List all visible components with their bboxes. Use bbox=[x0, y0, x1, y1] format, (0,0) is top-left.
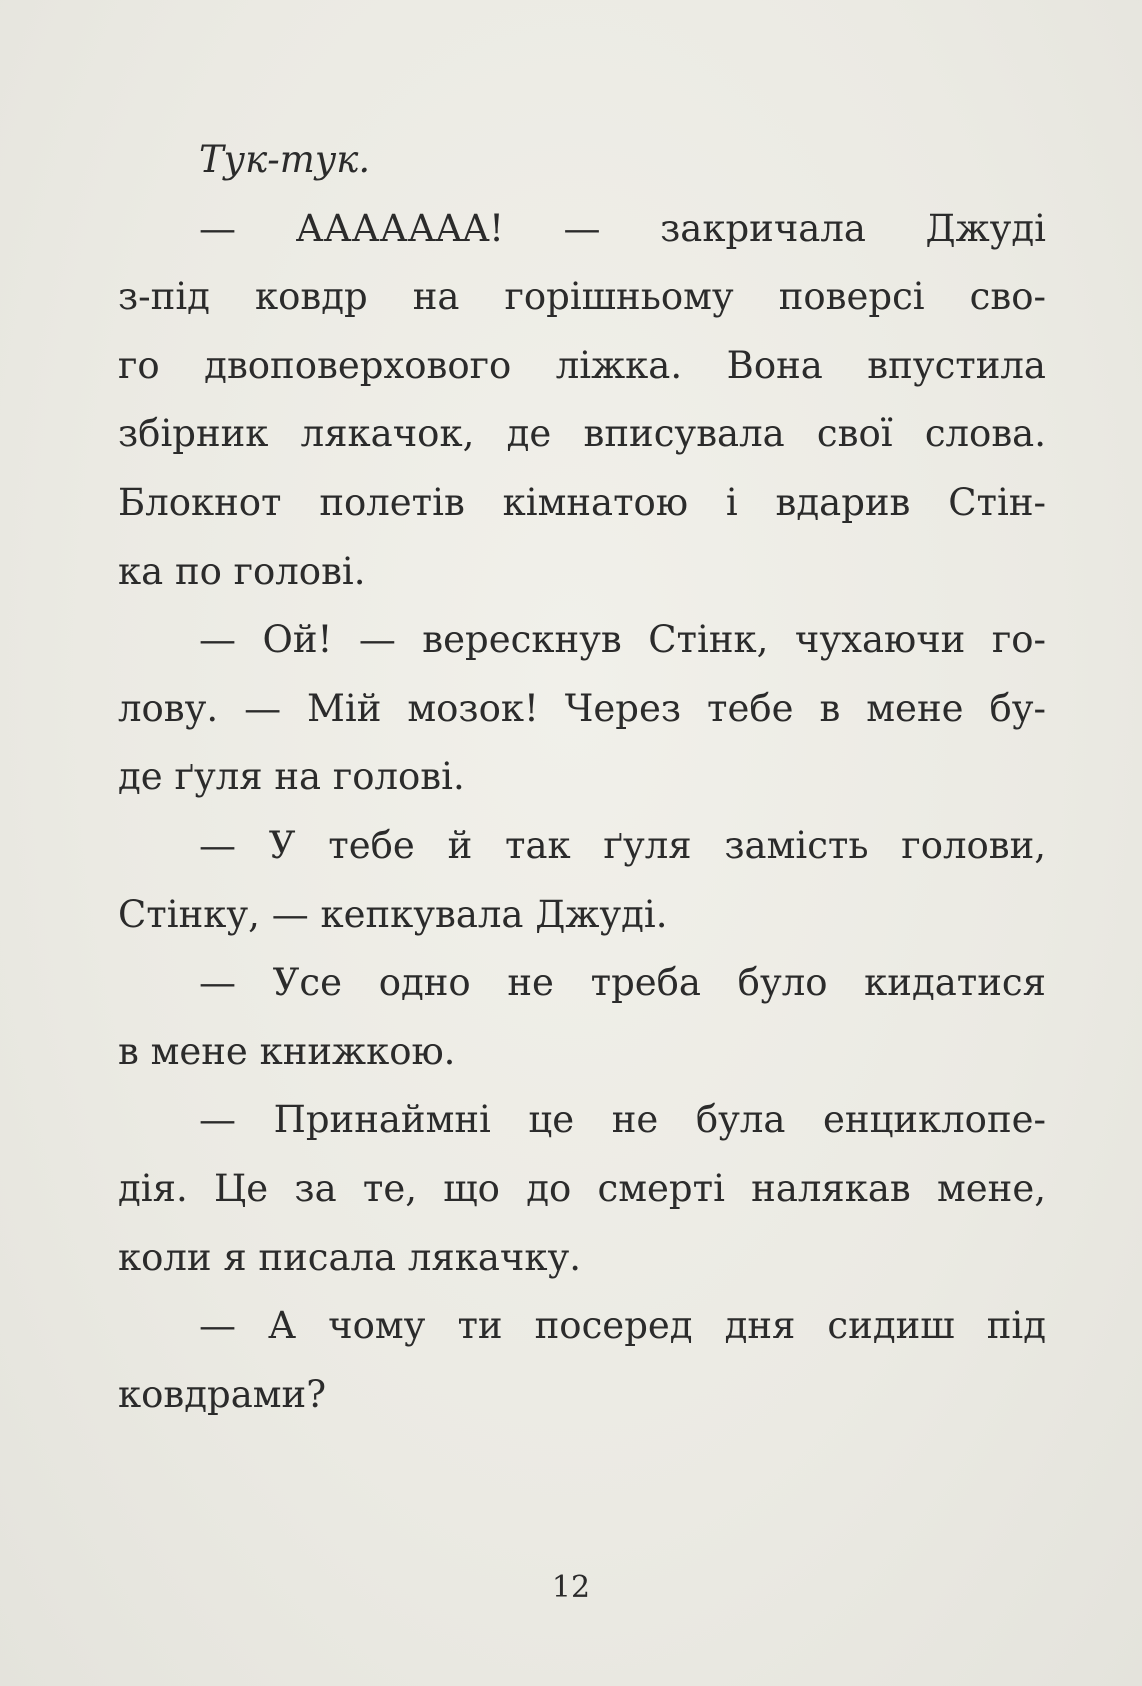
text-line: Тук-тук. bbox=[199, 138, 371, 181]
text-line: Блокнот полетів кімнатою і вдарив Стін- bbox=[118, 480, 1046, 524]
text-line: го двоповерхового ліжка. Вона впустила bbox=[118, 343, 1046, 387]
text-line: з-під ковдр на горішньому поверсі сво- bbox=[118, 275, 1046, 319]
text-line: — У тебе й так ґуля замість голови, bbox=[199, 823, 1046, 867]
text-line: дія. Це за те, що до смерті налякав мене, bbox=[118, 1166, 1046, 1210]
text-line: — АААААAA! — закричала Джуді bbox=[199, 206, 1046, 250]
text-line: в мене книжкою. bbox=[118, 1029, 456, 1073]
text-line: лову. — Мій мозок! Через тебе в мене бу- bbox=[118, 686, 1046, 730]
page-number: 12 bbox=[551, 1570, 591, 1605]
text-line: — Принаймні це не була енциклопе- bbox=[199, 1098, 1046, 1142]
text-line: — А чому ти посеред дня сидиш під bbox=[199, 1304, 1046, 1348]
text-line: — Усе одно не треба було кидатися bbox=[199, 961, 1046, 1005]
text-line: ковдрами? bbox=[118, 1372, 327, 1416]
text-line: — Ой! — верескнув Стінк, чухаючи го- bbox=[199, 618, 1046, 662]
text-line: коли я писала лякачку. bbox=[118, 1235, 582, 1279]
text-line: збірник лякачок, де вписувала свої слова. bbox=[118, 412, 1046, 456]
text-line: Стінку, — кепкувала Джуді. bbox=[118, 892, 668, 936]
text-line: ка по голові. bbox=[118, 549, 366, 593]
page-body-text bbox=[118, 126, 1046, 1429]
text-line: де ґуля на голові. bbox=[118, 755, 465, 799]
